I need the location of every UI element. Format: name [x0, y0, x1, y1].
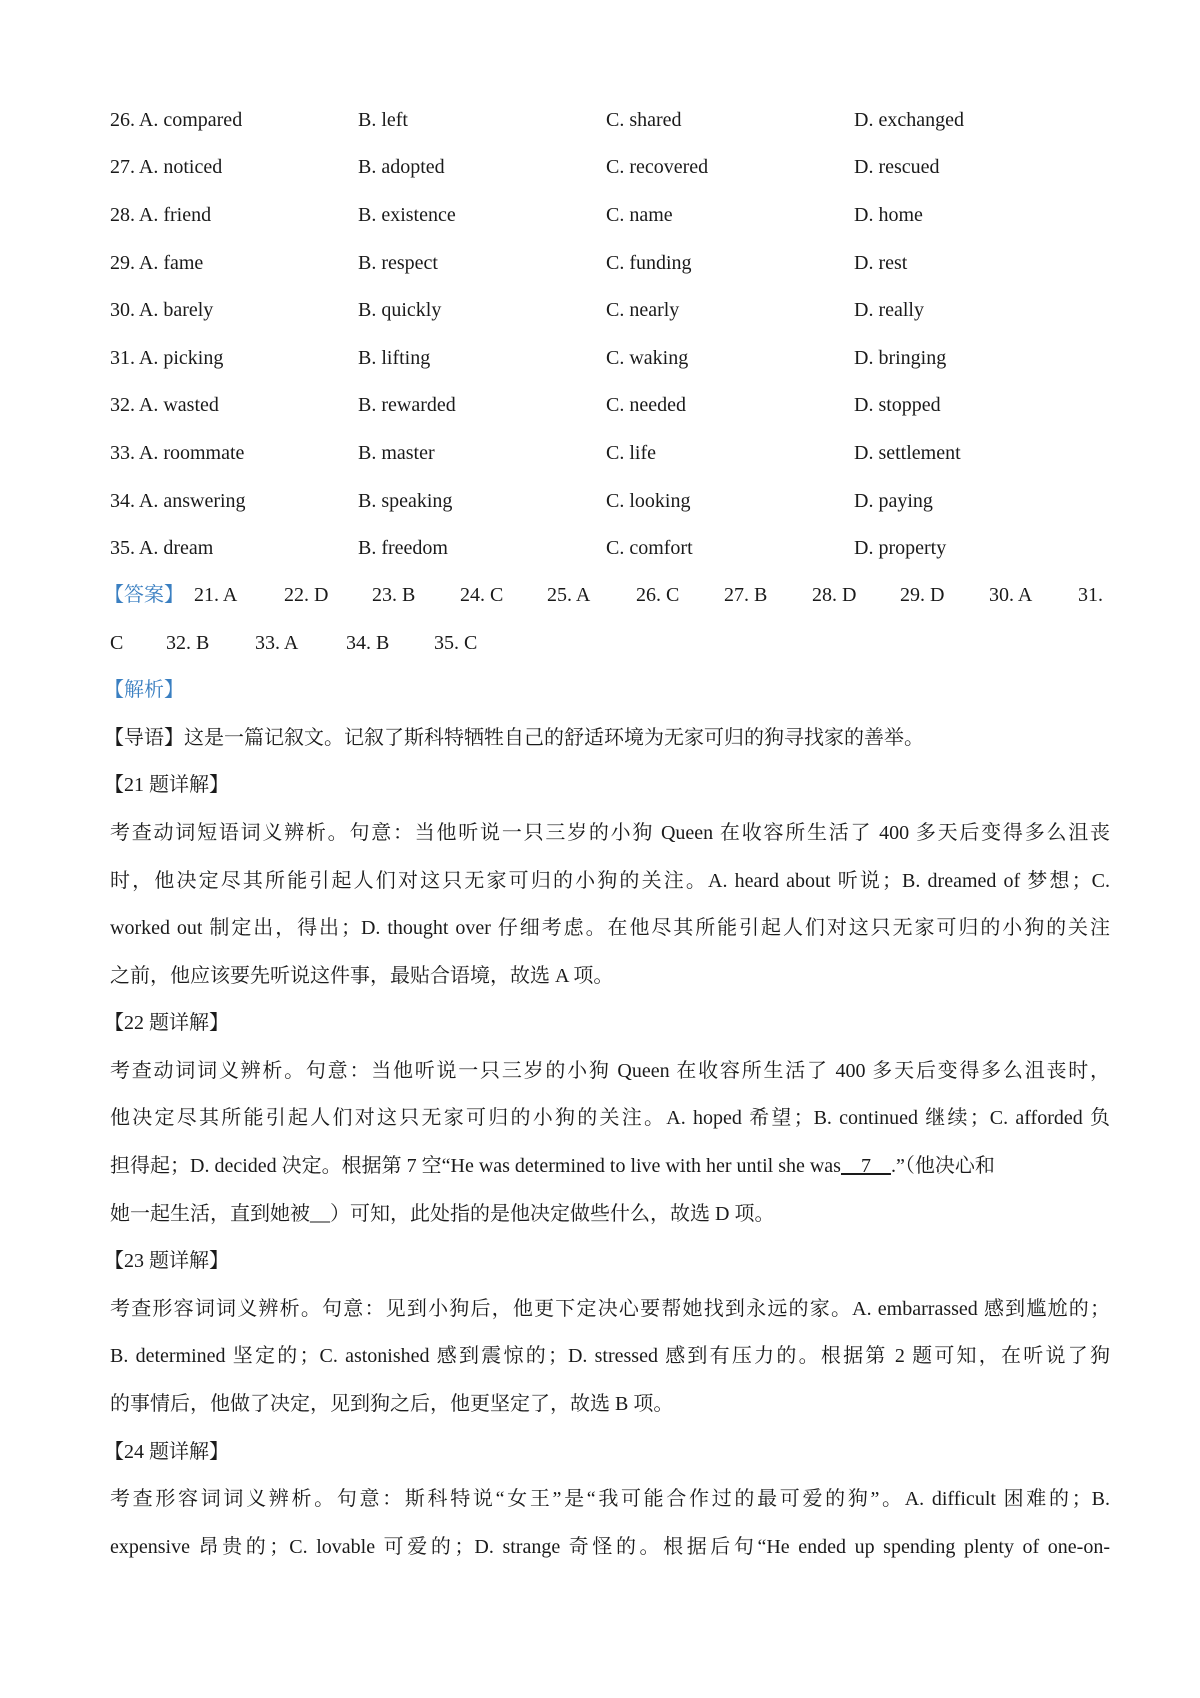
- blank-7: 7: [840, 1155, 891, 1178]
- answer-item: 21. A: [194, 583, 238, 606]
- q22-heading: 【22 题详解】: [104, 1012, 229, 1035]
- option-b: B. existence: [358, 203, 456, 226]
- option-d: D. really: [854, 299, 924, 322]
- answer-item: 33. A: [255, 631, 299, 654]
- option-b: B. lifting: [358, 346, 431, 369]
- q21-heading: 【21 题详解】: [104, 774, 229, 797]
- text-fragment: 担得起；D. decided 决定。根据第 7 空“He was determined to live with her until she was: [110, 1155, 841, 1178]
- answer-item: 24. C: [460, 583, 504, 606]
- analysis-label: 【解析】: [104, 679, 184, 702]
- option-d: D. property: [854, 537, 947, 560]
- text-line: 的事情后，他做了决定，见到狗之后，他更坚定了，故选 B 项。: [110, 1393, 674, 1416]
- option-d: D. exchanged: [854, 108, 964, 131]
- document-page: [104, 96, 1110, 1571]
- q23-explanation: [110, 1286, 1110, 1429]
- option-c: C. looking: [606, 489, 691, 512]
- option-b: B. quickly: [358, 299, 442, 322]
- option-c: C. waking: [606, 346, 689, 369]
- option-c: C. nearly: [606, 299, 680, 322]
- option-d: D. paying: [854, 489, 933, 512]
- option-row: [110, 239, 1110, 287]
- option-a: 33. A. roommate: [110, 441, 245, 464]
- option-a: 27. A. noticed: [110, 156, 223, 179]
- text-line: 考查动词词义辨析。句意：当他听说一只三岁的小狗 Queen 在收容所生活了 400 多天后变得多么沮丧时，: [110, 1059, 1110, 1082]
- answer-item: 27. B: [724, 583, 768, 606]
- text-fragment: .”（他决心和: [890, 1155, 995, 1178]
- answer-item: 31.: [1078, 583, 1103, 606]
- option-c: C. shared: [606, 108, 682, 131]
- option-c: C. recovered: [606, 156, 709, 179]
- answer-item: 26. C: [636, 583, 680, 606]
- option-b: B. adopted: [358, 156, 445, 179]
- option-a: 31. A. picking: [110, 346, 224, 369]
- option-d: D. stopped: [854, 394, 941, 417]
- text-line: B. determined 坚定的；C. astonished 感到震惊的；D. stressed 感到有压力的。根据第 2 题可知，在听说了狗: [110, 1345, 1110, 1368]
- option-c: C. funding: [606, 251, 692, 274]
- option-c: C. name: [606, 203, 673, 226]
- option-a: 34. A. answering: [110, 489, 246, 512]
- option-b: B. rewarded: [358, 394, 456, 417]
- option-row: [110, 144, 1110, 192]
- option-d: D. settlement: [854, 441, 961, 464]
- answer-item: 29. D: [900, 583, 945, 606]
- answer-item: 22. D: [284, 583, 329, 606]
- text-line: worked out 制定出，得出；D. thought over 仔细考虑。在他尽其所能引起人们对这只无家可归的小狗的关注: [110, 917, 1110, 940]
- option-d: D. rest: [854, 251, 908, 274]
- text-line: 之前，他应该要先听说这件事，最贴合语境，故选 A 项。: [110, 964, 614, 987]
- answer-item: 35. C: [434, 631, 478, 654]
- option-a: 30. A. barely: [110, 299, 214, 322]
- option-row: [110, 191, 1110, 239]
- option-a: 32. A. wasted: [110, 394, 219, 417]
- option-d: D. rescued: [854, 156, 940, 179]
- text-line: 考查形容词词义辨析。句意：见到小狗后，他更下定决心要帮她找到永远的家。A. embarrassed 感到尴尬的；: [110, 1297, 1110, 1320]
- q21-explanation: [110, 810, 1110, 1000]
- option-c: C. comfort: [606, 537, 693, 560]
- options-list: [110, 96, 1110, 572]
- option-row: [110, 96, 1110, 144]
- answer-label: 【答案】: [104, 583, 184, 606]
- text-line: 考查动词短语词义辨析。句意：当他听说一只三岁的小狗 Queen 在收容所生活了 400 多天后变得多么沮丧: [110, 821, 1110, 844]
- option-b: B. respect: [358, 251, 438, 274]
- option-b: B. speaking: [358, 489, 453, 512]
- q23-heading: 【23 题详解】: [104, 1250, 229, 1273]
- option-row: [110, 524, 1110, 572]
- option-a: 29. A. fame: [110, 251, 204, 274]
- text-line: 时，他决定尽其所能引起人们对这只无家可归的小狗的关注。A. heard about 听说；B. dreamed of 梦想；C.: [110, 869, 1110, 892]
- option-a: 35. A. dream: [110, 537, 214, 560]
- option-b: B. left: [358, 108, 408, 131]
- text-line: 他决定尽其所能引起人们对这只无家可归的小狗的关注。A. hoped 希望；B. continued 继续；C. afforded 负: [110, 1107, 1110, 1130]
- option-row: [110, 286, 1110, 334]
- option-row: [110, 429, 1110, 477]
- option-c: C. needed: [606, 394, 686, 417]
- text-line: 她一起生活，直到她被__）可知，此处指的是他决定做些什么，故选 D 项。: [110, 1202, 775, 1225]
- option-d: D. bringing: [854, 346, 947, 369]
- answer-item: 28. D: [812, 583, 857, 606]
- text-line: 考查形容词词义辨析。句意：斯科特说“女王”是“我可能合作过的最可爱的狗”。A. difficult 困难的；B.: [110, 1488, 1110, 1511]
- option-b: B. freedom: [358, 537, 448, 560]
- option-a: 28. A. friend: [110, 203, 212, 226]
- option-d: D. home: [854, 203, 923, 226]
- answer-key-line-2: [110, 620, 1110, 668]
- intro-text: 【导语】这是一篇记叙文。记叙了斯科特牺牲自己的舒适环境为无家可归的狗寻找家的善举。: [104, 726, 924, 749]
- option-row: [110, 382, 1110, 430]
- answer-item: 25. A: [547, 583, 591, 606]
- option-a: 26. A. compared: [110, 108, 243, 131]
- option-b: B. master: [358, 441, 435, 464]
- answer-item: 34. B: [346, 631, 390, 654]
- q24-explanation: [110, 1476, 1110, 1571]
- answer-item: C: [110, 631, 124, 654]
- answer-item: 30. A: [989, 583, 1033, 606]
- option-row: [110, 334, 1110, 382]
- option-row: [110, 477, 1110, 525]
- answer-item: 23. B: [372, 583, 416, 606]
- option-c: C. life: [606, 441, 656, 464]
- answer-item: 32. B: [166, 631, 210, 654]
- q24-heading: 【24 题详解】: [104, 1440, 229, 1463]
- answer-key-line-1: [104, 572, 1110, 620]
- text-line-with-blank: [110, 1143, 1110, 1191]
- text-line: expensive 昂贵的；C. lovable 可爱的；D. strange 奇怪的。根据后句“He ended up spending plenty of one-on-: [110, 1535, 1110, 1558]
- q22-explanation: [110, 1048, 1110, 1238]
